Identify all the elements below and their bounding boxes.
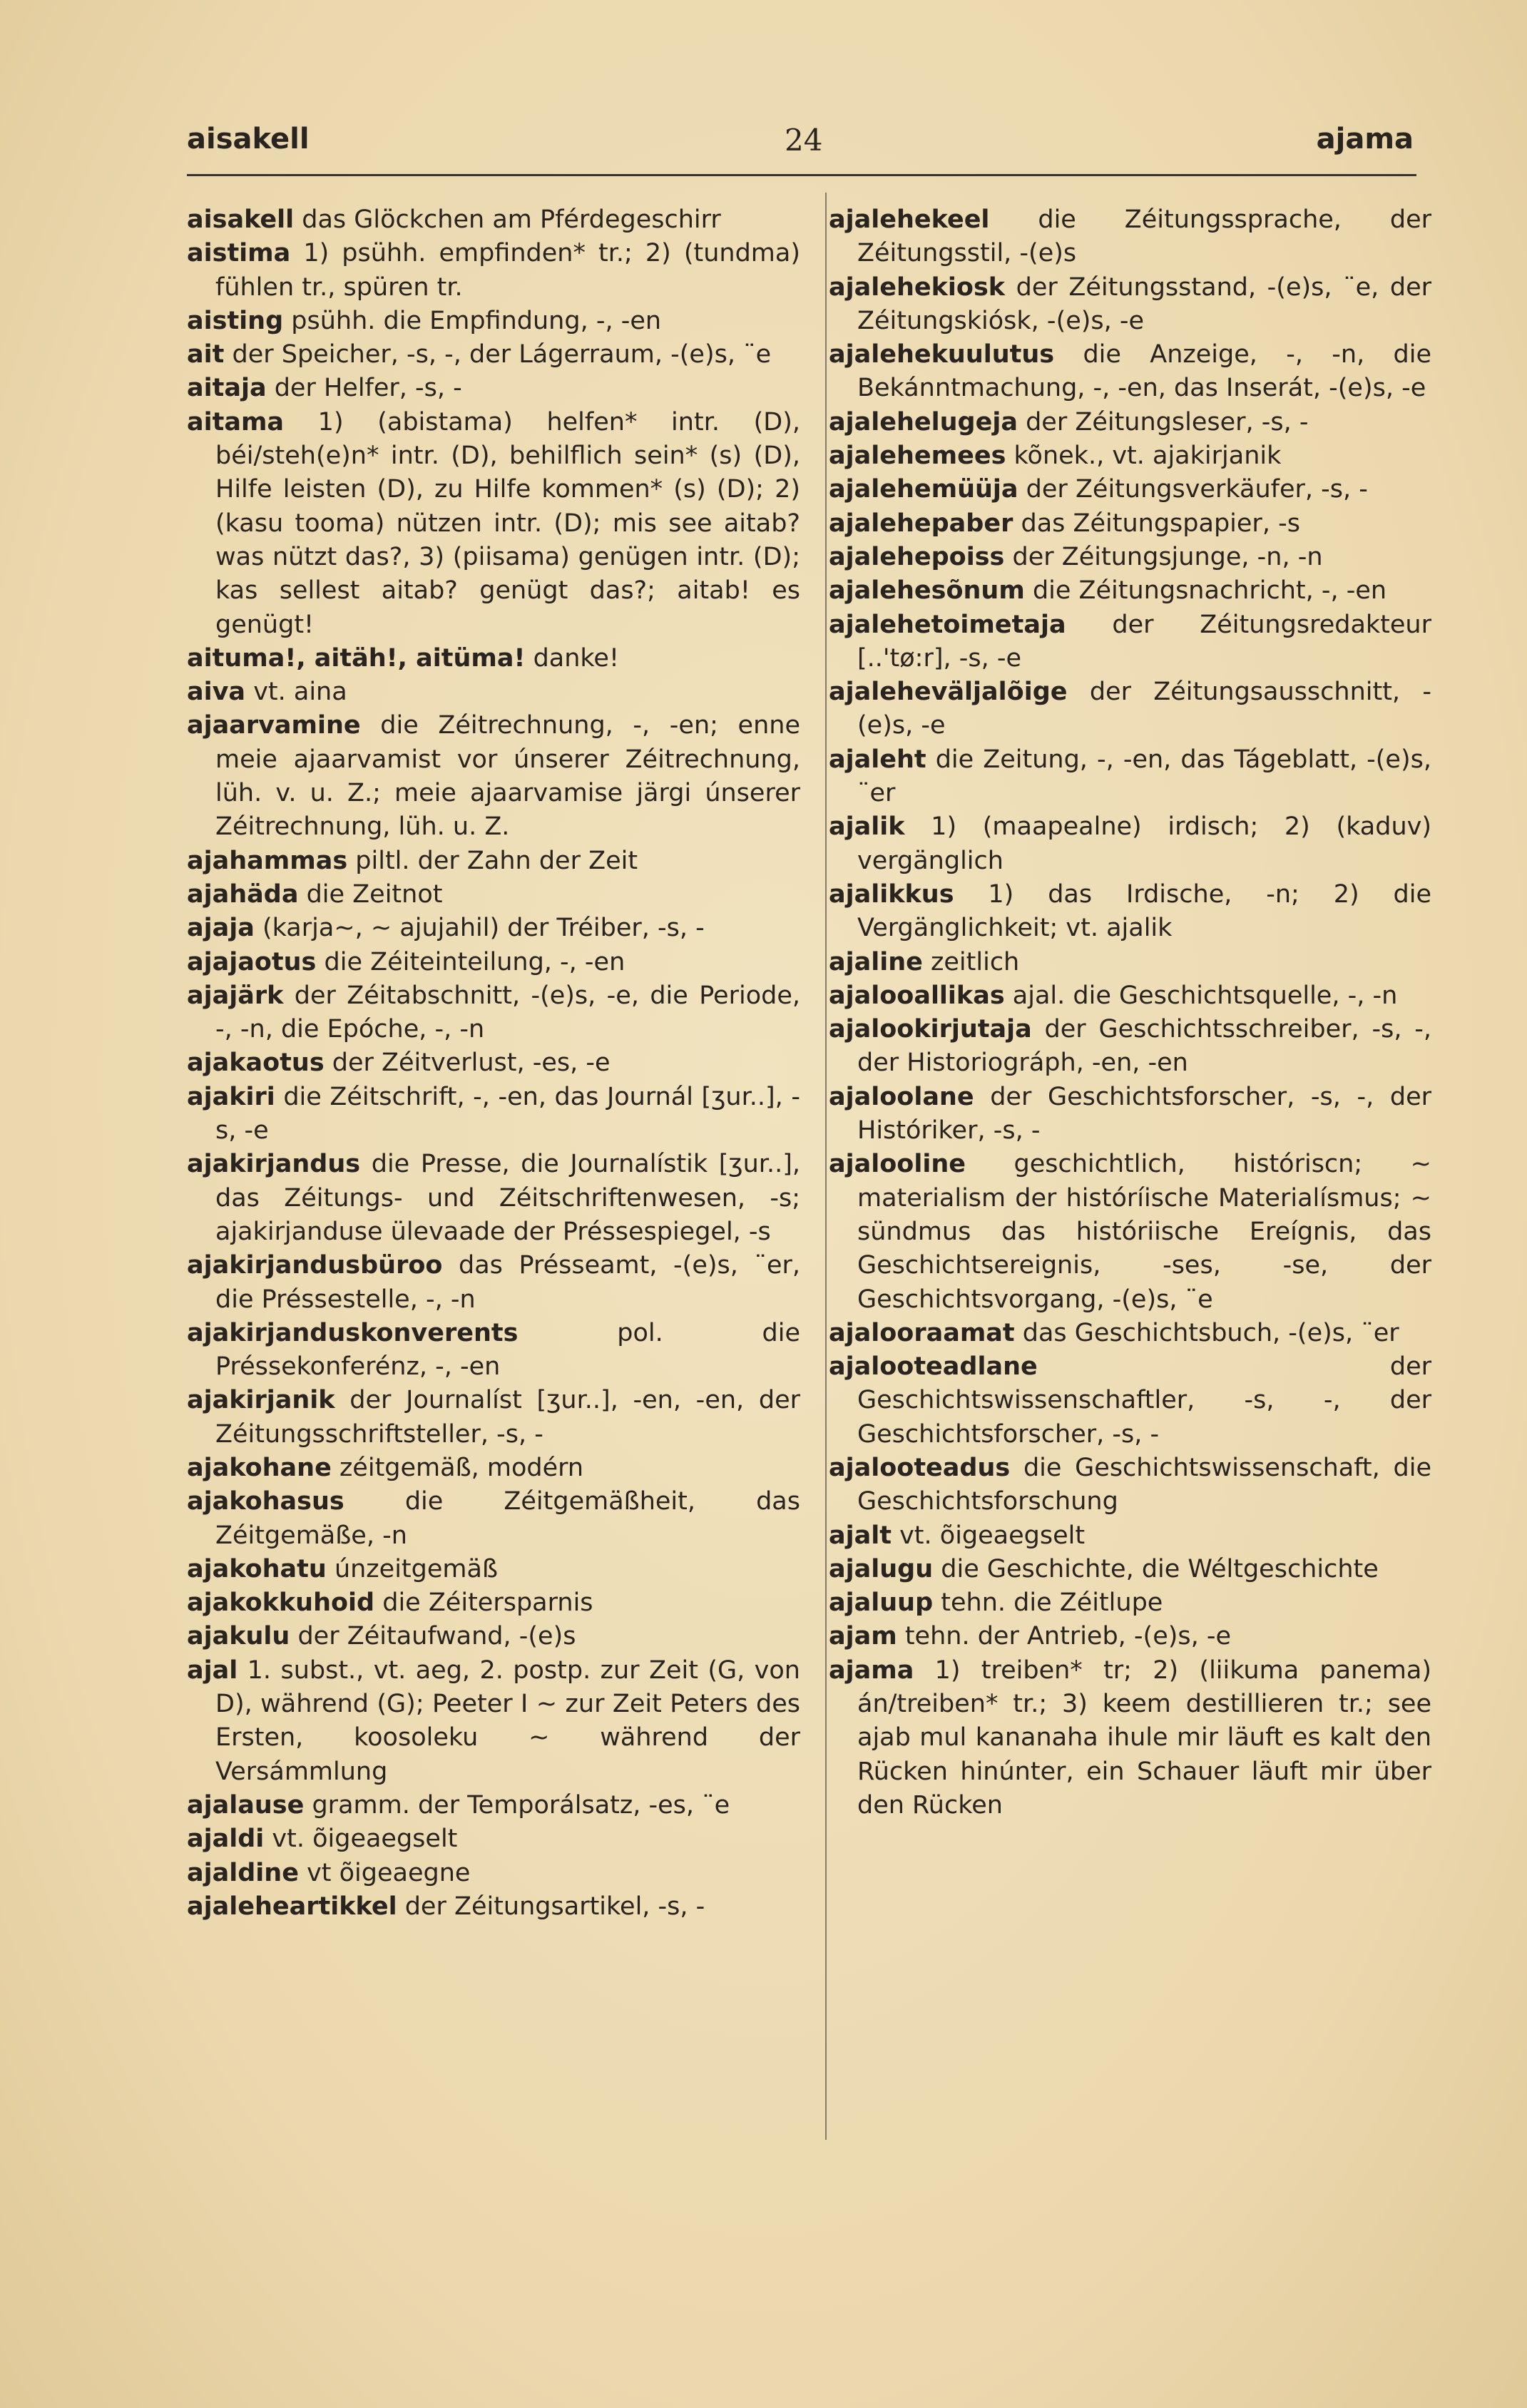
entry-headword: ajama [829, 1656, 914, 1685]
entry-headword: ajalehemüüja [829, 475, 1018, 504]
dictionary-entry [829, 1081, 1431, 1148]
entry-definition: únzeitgemäß [326, 1554, 498, 1583]
entry-definition: tehn. die Zéitlupe [933, 1588, 1163, 1618]
dictionary-entry [829, 1350, 1431, 1452]
entry-headword: ajalooline [829, 1150, 966, 1179]
entry-definition: das Présseamt, -(e)s, ¨er, die Préssestelle, -, -n [215, 1251, 800, 1314]
entry-headword: ait [187, 340, 225, 369]
dictionary-entry [187, 1485, 800, 1553]
entry-definition: die Zéiteinteilung, -, -en [316, 947, 625, 976]
entry-headword: aitama [187, 407, 285, 437]
entry-headword: ajakirjandus [187, 1150, 361, 1179]
entry-headword: aistima [187, 239, 291, 268]
entry-headword: ajaleheartikkel [187, 1892, 397, 1921]
entry-headword: ajakirjandusbüroo [187, 1251, 443, 1280]
entry-headword: aiva [187, 678, 246, 707]
dictionary-entry [187, 1654, 800, 1789]
entry-definition: der Zéitungsartikel, -s, - [397, 1892, 705, 1921]
dictionary-entry [829, 406, 1431, 439]
dictionary-entry [187, 1890, 800, 1924]
entry-definition: der Zéitabschnitt, -(e)s, -e, die Periode, -, -n, die Epóche, -, -n [215, 981, 800, 1044]
dictionary-entry [829, 1317, 1431, 1350]
entry-definition: das Geschichtsbuch, -(e)s, ¨er [1014, 1318, 1399, 1347]
entry-headword: ajalehekuulutus [829, 340, 1055, 369]
entry-definition: die Zéitungsnachricht, -, -en [1024, 576, 1387, 606]
entry-headword: ajajärk [187, 981, 284, 1010]
entry-headword: ajalooallikas [829, 981, 1005, 1010]
entry-definition: die Zéitersparnis [374, 1588, 593, 1618]
dictionary-entry [187, 642, 800, 675]
entry-definition: pol. die Préssekonferénz, -, -en [215, 1318, 800, 1382]
entry-headword: ajalooraamat [829, 1318, 1015, 1347]
dictionary-entry [187, 237, 800, 305]
header-first-entry: aisakell [187, 123, 310, 155]
entry-headword: ajaja [187, 914, 255, 943]
entry-headword: ajalehekeel [829, 205, 990, 234]
dictionary-entry [829, 1452, 1431, 1519]
dictionary-entry [187, 675, 800, 709]
entry-definition: zéitgemäß, modérn [331, 1453, 584, 1482]
entry-headword: ajalehepoiss [829, 542, 1005, 571]
dictionary-entry [187, 1452, 800, 1485]
entry-definition: vt. aina [245, 678, 347, 707]
entry-definition: das Glöckchen am Pférdegeschirr [294, 205, 721, 234]
header-last-entry: ajama [1316, 123, 1414, 155]
dictionary-entry [187, 1822, 800, 1856]
left-column [187, 203, 800, 1924]
entry-definition: der Zéitungsstand, -(e)s, ¨e, der Zéitungskiósk, -(e)s, -e [857, 272, 1431, 335]
dictionary-entry [187, 1081, 800, 1148]
dictionary-entry [187, 845, 800, 878]
entry-headword: ajalehemees [829, 442, 1006, 471]
dictionary-entry [829, 473, 1431, 506]
entry-headword: ajahammas [187, 846, 348, 875]
dictionary-entry [187, 979, 800, 1047]
column-divider [825, 193, 827, 2140]
entry-definition: die Zéitgemäßheit, das Zéitgemäße, -n [215, 1487, 800, 1550]
entry-headword: aisting [187, 306, 284, 335]
entry-definition: (karja~, ~ ajujahil) der Tréiber, -s, - [254, 914, 705, 943]
entry-headword: ajakirjanik [187, 1386, 335, 1415]
entry-headword: aitaja [187, 374, 267, 403]
entry-headword: ajahäda [187, 879, 299, 909]
entry-headword: ajam [829, 1622, 897, 1651]
dictionary-entry [829, 1148, 1431, 1316]
dictionary-entry [829, 675, 1431, 743]
entry-definition: die Zeitung, -, -en, das Tágeblatt, -(e)s, ¨er [857, 745, 1431, 808]
entry-headword: ajakirjanduskonverents [187, 1318, 519, 1347]
entry-definition: 1) psühh. empfinden* tr.; 2) (tundma) fühlen tr., spüren tr. [215, 239, 800, 302]
dictionary-entry [187, 1317, 800, 1384]
entry-definition: der Helfer, -s, - [266, 374, 462, 403]
dictionary-entry [829, 1013, 1431, 1081]
dictionary-entry [187, 1586, 800, 1620]
entry-definition: der Zéitaufwand, -(e)s [290, 1622, 576, 1651]
entry-definition: gramm. der Temporálsatz, -es, ¨e [304, 1790, 730, 1820]
entry-headword: ajaleht [829, 745, 926, 774]
entry-headword: ajalehepaber [829, 509, 1013, 538]
entry-headword: ajaldine [187, 1858, 299, 1887]
dictionary-entry [829, 338, 1431, 406]
dictionary-entry [829, 878, 1431, 946]
entry-headword: ajakaotus [187, 1049, 325, 1078]
entry-definition: vt. õigeaegselt [891, 1521, 1086, 1550]
entry-headword: ajaloolane [829, 1082, 974, 1111]
entry-headword: ajakiri [187, 1082, 275, 1111]
entry-definition: die Zéitrechnung, -, -en; enne meie ajaarvamist vor únserer Zéitrechnung, lüh. v. u. Z.; meie ajaarvamise järgi únserer Zéitrechnung, lüh. u. Z. [215, 711, 800, 842]
dictionary-entry [829, 1519, 1431, 1553]
entry-definition: der Zéitverlust, -es, -e [324, 1049, 611, 1078]
entry-headword: ajaline [829, 947, 923, 976]
entry-headword: ajakulu [187, 1622, 290, 1651]
entry-definition: der Geschichtsforscher, -s, -, der Históriker, -s, - [857, 1082, 1431, 1146]
entry-definition: die Presse, die Journalístik [ʒur..], das Zéitungs- und Zéitschriftenwesen, -s; ajakirjanduse ülevaade der Préssespiegel, -s [215, 1150, 800, 1246]
dictionary-entry [187, 1789, 800, 1822]
entry-definition: vt. õigeaegselt [264, 1825, 458, 1854]
dictionary-entry [829, 1553, 1431, 1586]
dictionary-entry [829, 541, 1431, 574]
dictionary-entry [829, 439, 1431, 473]
dictionary-entry [187, 1046, 800, 1080]
entry-headword: aituma!, aitäh!, aitüma! [187, 643, 526, 673]
entry-definition: die Anzeige, -, -n, die Bekánntmachung, -, -en, das Inserát, -(e)s, -e [857, 340, 1431, 403]
page-number: 24 [785, 123, 823, 158]
header-rule [187, 174, 1416, 176]
entry-definition: 1) das Irdische, -n; 2) die Vergänglichkeit; vt. ajalik [857, 879, 1431, 943]
dictionary-entry [829, 203, 1431, 271]
entry-headword: ajaluup [829, 1588, 934, 1618]
entry-definition: der Geschichtsschreiber, -s, -, der Historiográph, -en, -en [857, 1015, 1431, 1078]
dictionary-entry [187, 1553, 800, 1586]
entry-definition: tehn. der Antrieb, -(e)s, -e [897, 1622, 1232, 1651]
entry-definition: 1. subst., vt. aeg, 2. postp. zur Zeit (G, von D), während (G); Peeter I ~ zur Zeit Peters des Ersten, koosoleku ~ während der Versámmlung [215, 1656, 800, 1786]
entry-definition: der Zéitungsjunge, -n, -n [1004, 542, 1323, 571]
dictionary-entry [829, 574, 1431, 608]
entry-headword: ajalikkus [829, 879, 954, 909]
entry-definition: zeitlich [922, 947, 1020, 976]
dictionary-entry [829, 1586, 1431, 1620]
entry-definition: der Zéitungsausschnitt, -(e)s, -e [857, 678, 1431, 740]
entry-definition: 1) treiben* tr; 2) (liikuma panema) án/treiben* tr.; 3) keem destillieren tr.; see ajab mul kananaha ihule mir läuft es kalt den Rücken hinúnter, ein Schauer läuft mir über den Rücken [857, 1656, 1431, 1820]
entry-headword: ajalookirjutaja [829, 1015, 1032, 1044]
entry-headword: ajalehelugeja [829, 407, 1018, 437]
dictionary-entry [187, 946, 800, 979]
dictionary-entry [829, 271, 1431, 339]
dictionary-entry [187, 878, 800, 912]
dictionary-entry [187, 1384, 800, 1452]
entry-headword: ajakohatu [187, 1554, 327, 1583]
dictionary-entry [187, 709, 800, 844]
page-header [187, 123, 1414, 165]
dictionary-entry [829, 507, 1431, 541]
entry-definition: ajal. die Geschichtsquelle, -, -n [1004, 981, 1398, 1010]
entry-definition: die Zéitungssprache, der Zéitungsstil, -(e)s [857, 205, 1431, 268]
entry-definition: geschichtlich, históriscn; ~ materialism der históríische Materialísmus; ~ sündmus das históriische Ereígnis, das Geschichtsereignis, -ses, -se, der Geschichtsvorgang, -(e)s, ¨e [857, 1150, 1431, 1314]
entry-headword: ajalehesõnum [829, 576, 1025, 606]
entry-headword: ajalooteadus [829, 1453, 1011, 1482]
entry-definition: der Zéitungsredakteur [..'tø:r], -s, -e [857, 610, 1431, 673]
entry-definition: psühh. die Empfindung, -, -en [283, 306, 662, 335]
entry-definition: der Geschichtswissenschaftler, -s, -, der Geschichtsforscher, -s, - [857, 1352, 1431, 1449]
entry-headword: ajal [187, 1656, 238, 1685]
dictionary-entry [187, 203, 800, 237]
dictionary-entry [187, 372, 800, 405]
dictionary-entry [187, 1249, 800, 1317]
entry-definition: 1) (maapealne) irdisch; 2) (kaduv) vergänglich [857, 812, 1431, 875]
entry-headword: ajakokkuhoid [187, 1588, 375, 1618]
entry-definition: die Zeitnot [298, 879, 443, 909]
dictionary-entry [187, 1148, 800, 1249]
entry-definition: der Zéitungsverkäufer, -s, - [1018, 475, 1368, 504]
dictionary-entry [187, 1857, 800, 1890]
entry-headword: ajaldi [187, 1825, 265, 1854]
dictionary-entry [829, 946, 1431, 979]
dictionary-entry [187, 338, 800, 372]
right-column [829, 203, 1431, 1822]
entry-definition: 1) (abistama) helfen* intr. (D), béi/steh(e)n* intr. (D), behilflich sein* (s) (D), Hilfe leisten (D), zu Hilfe kommen* (s) (D); 2) (kasu tooma) nützen intr. (D); mis see aitab? was nützt das?, 3) (piisama) genügen intr. (D); kas sellest aitab? genügt das?; aitab! es genügt! [215, 407, 800, 639]
dictionary-entry [829, 810, 1431, 878]
dictionary-entry [829, 743, 1431, 811]
entry-headword: ajalt [829, 1521, 892, 1550]
entry-definition: die Geschichte, die Wéltgeschichte [933, 1554, 1379, 1583]
entry-definition: das Zéitungspapier, -s [1013, 509, 1300, 538]
entry-headword: ajalehekiosk [829, 272, 1006, 302]
dictionary-entry [187, 1620, 800, 1653]
entry-definition: die Geschichtswissenschaft, die Geschichtsforschung [857, 1453, 1431, 1516]
entry-headword: ajakohane [187, 1453, 332, 1482]
entry-definition: vt õigeaegne [298, 1858, 471, 1887]
entry-definition: kõnek., vt. ajakirjanik [1006, 442, 1282, 471]
entry-headword: ajaarvamine [187, 711, 361, 740]
entry-headword: ajalik [829, 812, 905, 842]
dictionary-entry [187, 305, 800, 338]
entry-definition: der Journalíst [ʒur..], -en, -en, der Zéitungsschriftsteller, -s, - [215, 1386, 800, 1449]
dictionary-entry [829, 1620, 1431, 1653]
dictionary-entry [829, 1654, 1431, 1822]
dictionary-entry [187, 912, 800, 945]
entry-headword: ajajaotus [187, 947, 317, 976]
dictionary-entry [829, 608, 1431, 676]
entry-headword: ajalause [187, 1790, 305, 1820]
entry-headword: ajaleheväljalõige [829, 678, 1068, 707]
entry-definition: der Speicher, -s, -, der Lágerraum, -(e)s, ¨e [224, 340, 772, 369]
entry-definition: der Zéitungsleser, -s, - [1017, 407, 1309, 437]
entry-headword: ajalehetoimetaja [829, 610, 1066, 639]
dictionary-entry [187, 406, 800, 642]
entry-definition: piltl. der Zahn der Zeit [347, 846, 638, 875]
entry-definition: die Zéitschrift, -, -en, das Journál [ʒur..], -s, -e [215, 1082, 800, 1146]
entry-headword: ajakohasus [187, 1487, 344, 1516]
entry-definition: danke! [525, 643, 619, 673]
entry-headword: aisakell [187, 205, 295, 234]
entry-headword: ajalooteadlane [829, 1352, 1038, 1382]
dictionary-entry [829, 979, 1431, 1013]
entry-headword: ajalugu [829, 1554, 934, 1583]
